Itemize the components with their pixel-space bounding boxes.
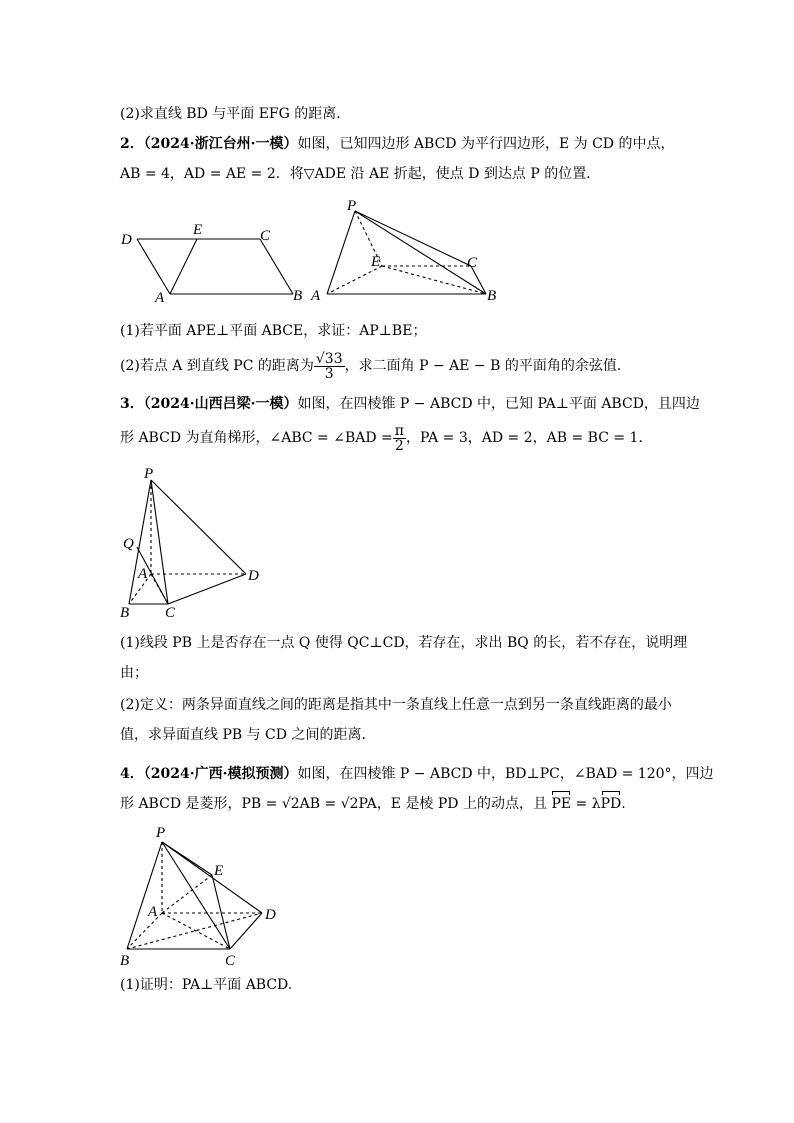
q3-part2-line2: 值，求异面直线 PB 与 CD 之间的距离． bbox=[120, 727, 376, 743]
q2-part2-text-pre: (2)若点 A 到直线 PC 的距离为 bbox=[120, 358, 314, 374]
q4-fig-label-p: P bbox=[156, 825, 166, 841]
q2-fig1-label-b: B bbox=[293, 288, 303, 304]
q3-part1-line2: 由； bbox=[120, 665, 148, 681]
q3-part2-line1: (2)定义：两条异面直线之间的距离是指其中一条直线上任意一点到另一条直线距离的最小 bbox=[120, 697, 672, 713]
q3-statement-line2 bbox=[120, 420, 652, 456]
q2-part1: (1)若平面 APE⊥平面 ABCE，求证：AP⊥BE； bbox=[120, 323, 427, 339]
q3-fraction bbox=[393, 424, 406, 453]
q4-fig-label-a: A bbox=[148, 904, 158, 920]
q1-part2: (2)求直线 BD 与平面 EFG 的距离. bbox=[120, 106, 341, 122]
q4-line2-post: . bbox=[621, 796, 626, 812]
q4-part1: (1)证明：PA⊥平面 ABCD. bbox=[120, 977, 293, 993]
q2-figure-parallelogram bbox=[115, 196, 315, 306]
q2-figure-folded bbox=[305, 196, 505, 306]
q4-fig-label-e: E bbox=[214, 863, 224, 879]
q4-statement-line2 bbox=[120, 794, 626, 814]
q2-fig1-label-c: C bbox=[260, 228, 271, 244]
q2-source: （2024·浙江台州·一模） bbox=[143, 136, 298, 152]
q3-fig-label-c: C bbox=[165, 605, 176, 621]
q2-frac-numerator: √33 bbox=[315, 350, 343, 367]
q3-figure-pyramid bbox=[115, 462, 275, 622]
q4-source: （2024·广西·模拟预测） bbox=[143, 766, 298, 782]
q4-vector-pe: PE bbox=[551, 796, 572, 812]
q3-frac-denominator: 2 bbox=[394, 437, 404, 454]
q2-text-1: 如图，已知四边形 ABCD 为平行四边形，E 为 CD 的中点， bbox=[297, 136, 675, 152]
q2-fig1-label-a: A bbox=[155, 290, 165, 306]
q3-fig-label-q: Q bbox=[123, 536, 134, 552]
q3-number: 3． bbox=[120, 396, 144, 412]
q4-vector-pd: PD bbox=[600, 796, 622, 812]
q2-part2-text-post: ，求二面角 P − AE − B 的平面角的余弦值． bbox=[344, 358, 631, 374]
q2-fig2-label-a: A bbox=[311, 288, 321, 304]
q4-figure-pyramid bbox=[115, 822, 295, 972]
q4-text-1: 如图，在四棱锥 P − ABCD 中，BD⊥PC，∠BAD = 120°，四边 bbox=[297, 766, 714, 782]
q4-statement-line1 bbox=[120, 764, 714, 784]
q3-fig-label-p: P bbox=[144, 466, 154, 482]
q3-part1-line1: (1)线段 PB 上是否存在一点 Q 使得 QC⊥CD，若存在，求出 BQ 的长，若不存在，说明理 bbox=[120, 635, 688, 651]
q2-part2-fraction bbox=[314, 352, 345, 381]
q3-line2-post: ，PA = 3，AD = 2，AB = BC = 1． bbox=[405, 430, 653, 446]
q3-fig-label-a: A bbox=[138, 566, 148, 582]
q2-statement-line2: AB = 4，AD = AE = 2．将▽ADE 沿 AE 折起，使点 D 到达点 P 的位置． bbox=[120, 166, 601, 182]
q4-line2-pre: 形 ABCD 是菱形，PB = √2AB = √2PA，E 是棱 PD 上的动点，且 bbox=[120, 796, 552, 812]
q4-fig-label-d: D bbox=[265, 907, 276, 923]
q2-number: 2． bbox=[120, 136, 144, 152]
q2-fig2-label-b: B bbox=[487, 288, 497, 304]
q4-line2-mid: = λ bbox=[571, 796, 601, 812]
q2-fig2-label-p: P bbox=[347, 198, 357, 214]
q2-frac-denominator: 3 bbox=[324, 365, 334, 382]
q3-statement-line1 bbox=[120, 394, 700, 414]
q4-fig-label-c: C bbox=[225, 953, 236, 969]
q3-source: （2024·山西吕梁·一模） bbox=[143, 396, 298, 412]
q3-text-1: 如图，在四棱锥 P − ABCD 中，已知 PA⊥平面 ABCD，且四边 bbox=[297, 396, 700, 412]
q3-fig-label-b: B bbox=[120, 605, 130, 621]
q2-fig2-label-e: E bbox=[371, 254, 381, 270]
q2-part2 bbox=[120, 348, 631, 384]
q2-fig1-label-e: E bbox=[193, 222, 203, 238]
q3-frac-numerator: π bbox=[394, 422, 404, 439]
q2-fig1-label-d: D bbox=[121, 232, 132, 248]
q4-number: 4． bbox=[120, 766, 144, 782]
q4-fig-label-b: B bbox=[120, 953, 130, 969]
q3-fig-label-d: D bbox=[248, 568, 259, 584]
q2-fig2-label-c: C bbox=[467, 255, 478, 271]
q2-statement-line1 bbox=[120, 134, 674, 154]
q3-line2-pre: 形 ABCD 为直角梯形，∠ABC = ∠BAD = bbox=[120, 430, 393, 446]
